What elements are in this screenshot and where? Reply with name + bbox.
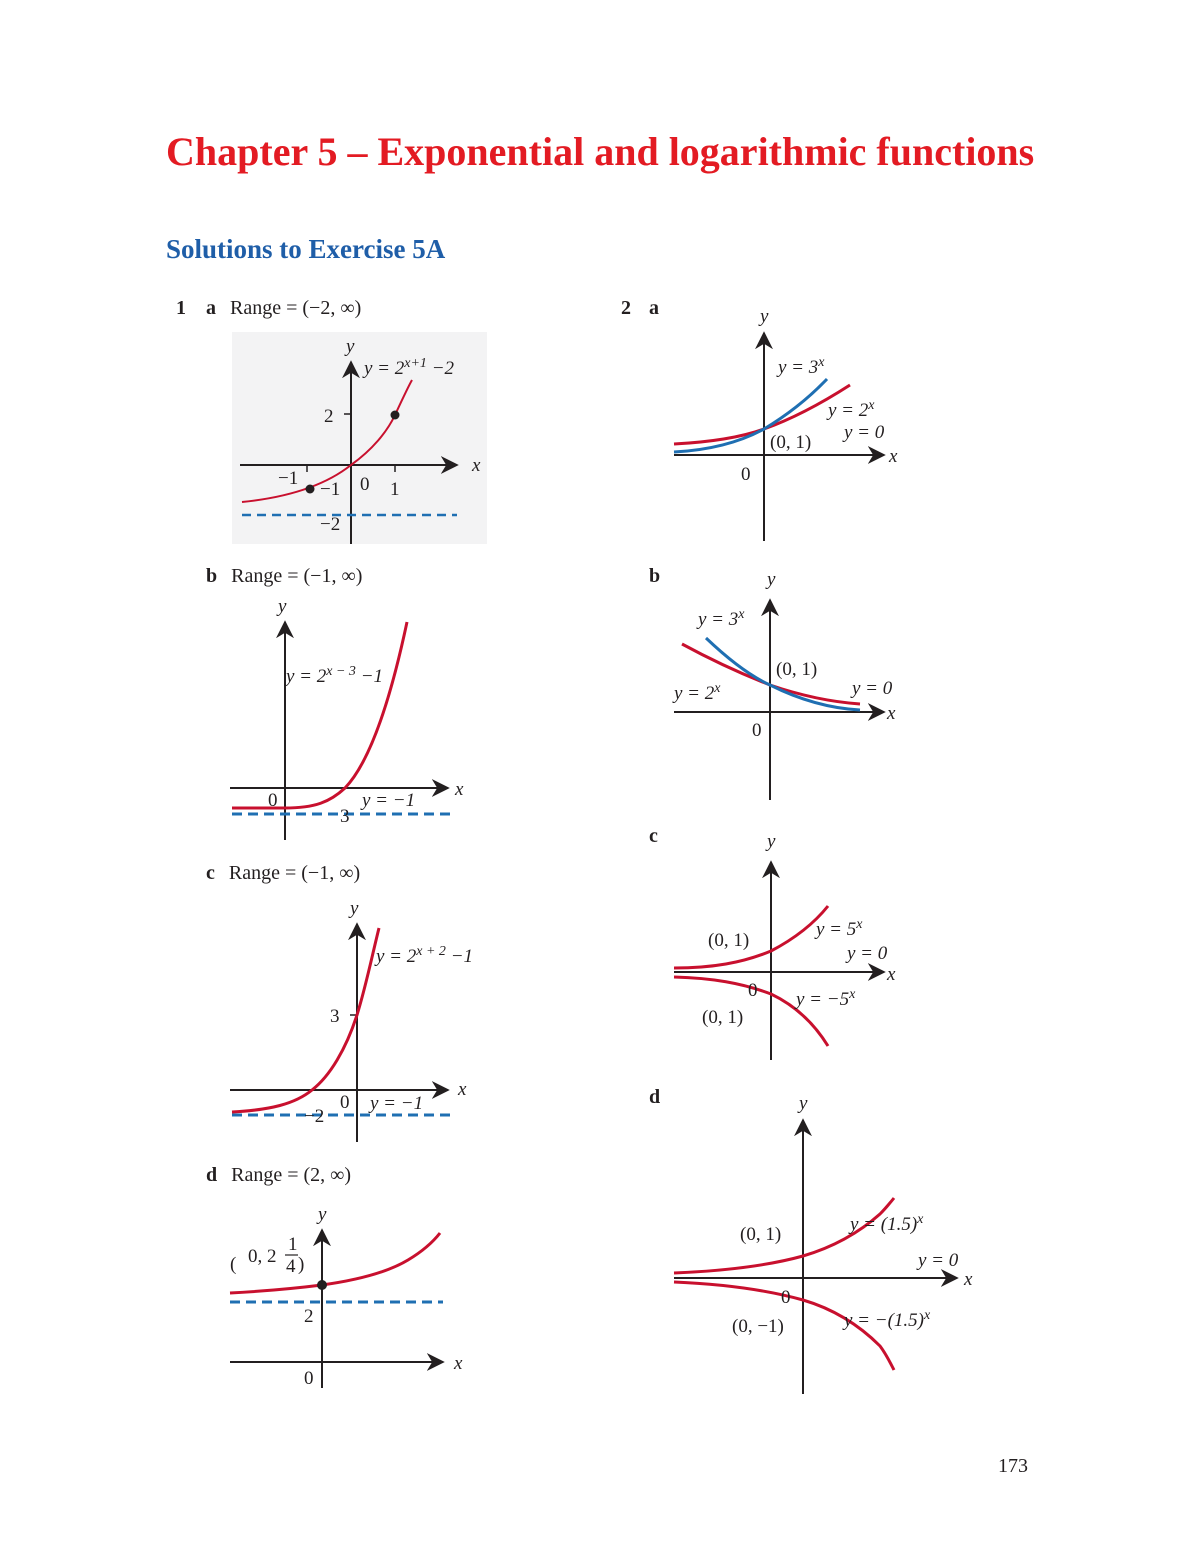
q2c-letter: c (649, 825, 658, 847)
q1a-point-1 (391, 411, 400, 420)
q1d-x-label: x (454, 1353, 463, 1374)
q1c-label (206, 862, 360, 884)
q2c-label-pos: $y = 5^x$ (816, 917, 863, 940)
q1d-letter: d (206, 1164, 218, 1186)
q2d-origin: 0 (781, 1287, 791, 1308)
q1a-range: Range = (−2, ∞) (230, 297, 362, 319)
q2b-origin: 0 (752, 720, 762, 741)
q1d-label (206, 1164, 351, 1186)
q1b-origin: 0 (268, 790, 278, 811)
q1b-asymptote-label: y = −1 (362, 790, 416, 811)
q1c-tick-y3: 3 (330, 1006, 340, 1027)
q2b-label-3x: $y = 3^x$ (698, 607, 745, 630)
q1a-tick-y2: 2 (324, 406, 334, 427)
q1c-letter: c (206, 862, 215, 884)
q1b-range: Range = (−1, ∞) (231, 565, 363, 587)
q1c-graph (230, 894, 480, 1144)
q1b-tick-x3: 3 (340, 806, 350, 827)
q2a-origin: 0 (741, 464, 751, 485)
q2a-x-label: x (889, 446, 898, 467)
q1a-tick-xm1: −1 (278, 468, 299, 489)
q1c-x-label: x (458, 1079, 467, 1100)
q1b-graph (230, 592, 480, 842)
q2d-label-neg: $y = -(1.5)^x$ (844, 1308, 931, 1331)
page-number: 173 (998, 1455, 1028, 1477)
chapter-title: Chapter 5 – Exponential and logarithmic functions (166, 129, 1035, 174)
q2c-point-neg: (0, 1) (702, 1007, 744, 1028)
q2c-y-label: y (767, 831, 776, 852)
q2d-point-neg: (0, −1) (732, 1316, 784, 1337)
q1a-letter: a (206, 297, 216, 319)
q2b-label-2x: $y = 2^x$ (674, 681, 721, 704)
q1c-origin: 0 (340, 1092, 350, 1113)
q1b-curve (232, 622, 407, 808)
q2d-graph (672, 1090, 982, 1400)
q2a-point-label: (0, 1) (770, 432, 812, 453)
q2a-graph (672, 305, 912, 545)
q1c-range: Range = (−1, ∞) (228, 862, 361, 884)
q1a-x-label: x (472, 455, 481, 476)
q2a-label-2x: $y = 2^x$ (828, 398, 875, 421)
q1d-range: Range = (2, ∞) (231, 1164, 352, 1186)
q2c-asymptote-label: y = 0 (847, 943, 888, 964)
q2a-label-3x: $y = 3^x$ (778, 355, 825, 378)
q2a-y-label: y (760, 306, 769, 327)
q2c-x-label: x (887, 964, 896, 985)
q1a-graph (232, 332, 492, 547)
q1d-origin: 0 (304, 1368, 314, 1389)
q1d-point (317, 1280, 327, 1290)
q2d-letter: d (649, 1086, 661, 1108)
q2b-asymptote-label: y = 0 (852, 678, 893, 699)
q1d-graph (228, 1200, 478, 1395)
q1c-asymptote-label: y = −1 (370, 1093, 424, 1114)
q1b-x-label: x (455, 779, 464, 800)
q2b-letter: b (649, 565, 661, 587)
q1d-bracket-left: ( (230, 1254, 237, 1275)
q1d-y-label: y (318, 1204, 327, 1225)
q1b-letter: b (206, 565, 218, 587)
q2b-point-label: (0, 1) (776, 659, 818, 680)
q2d-y-label: y (799, 1093, 808, 1114)
q1a-tick-ym2: −2 (320, 514, 341, 535)
q2b-graph (672, 568, 912, 803)
question-2-number: 2 (621, 297, 631, 319)
q2a-asymptote-label: y = 0 (844, 422, 885, 443)
q2b-y-label: y (767, 569, 776, 590)
q1b-y-label: y (278, 596, 287, 617)
q1c-y-label: y (350, 898, 359, 919)
q1a-label (206, 297, 361, 319)
q1a-tick-ym1: −1 (320, 479, 341, 500)
q2d-point-pos: (0, 1) (740, 1224, 782, 1245)
q1d-frac-num: 1 (288, 1234, 298, 1255)
q2d-label-pos: $y = (1.5)^x$ (850, 1212, 924, 1235)
q2b-x-label: x (887, 703, 896, 724)
question-1-number: 1 (176, 297, 186, 319)
q2d-x-label: x (964, 1269, 973, 1290)
q2c-label-neg: $y = -5^x$ (796, 987, 856, 1010)
q1d-bracket-right: ) (298, 1254, 305, 1275)
q2a-curve-2x (674, 385, 850, 444)
q2c-graph (672, 828, 912, 1063)
q2a-letter: a (649, 297, 659, 319)
q2d-curve-pos (674, 1198, 894, 1273)
q2d-asymptote-label: y = 0 (918, 1250, 959, 1271)
q1a-origin: 0 (360, 474, 370, 495)
q1d-frac-den: 4 (286, 1256, 296, 1277)
q1a-equation: $y = 2^{x+1} -2$ (364, 356, 455, 379)
q1c-tick-xm2: −2 (304, 1106, 325, 1127)
q2c-point-pos: (0, 1) (708, 930, 750, 951)
q2c-origin: 0 (748, 980, 758, 1001)
q1d-tick-y2: 2 (304, 1306, 314, 1327)
q1c-equation: $y = 2^{x + 2} -1$ (376, 944, 474, 967)
q1b-equation: $y = 2^{x - 3} -1$ (286, 664, 384, 687)
section-title: Solutions to Exercise 5A (166, 234, 446, 264)
q2c-curve-pos (674, 906, 828, 968)
q1d-point-lead: 0, 2 (248, 1246, 277, 1267)
q1a-y-label: y (346, 336, 355, 357)
q1a-tick-x1: 1 (390, 479, 400, 500)
q1b-label (206, 565, 362, 587)
q1a-point-2 (306, 485, 315, 494)
